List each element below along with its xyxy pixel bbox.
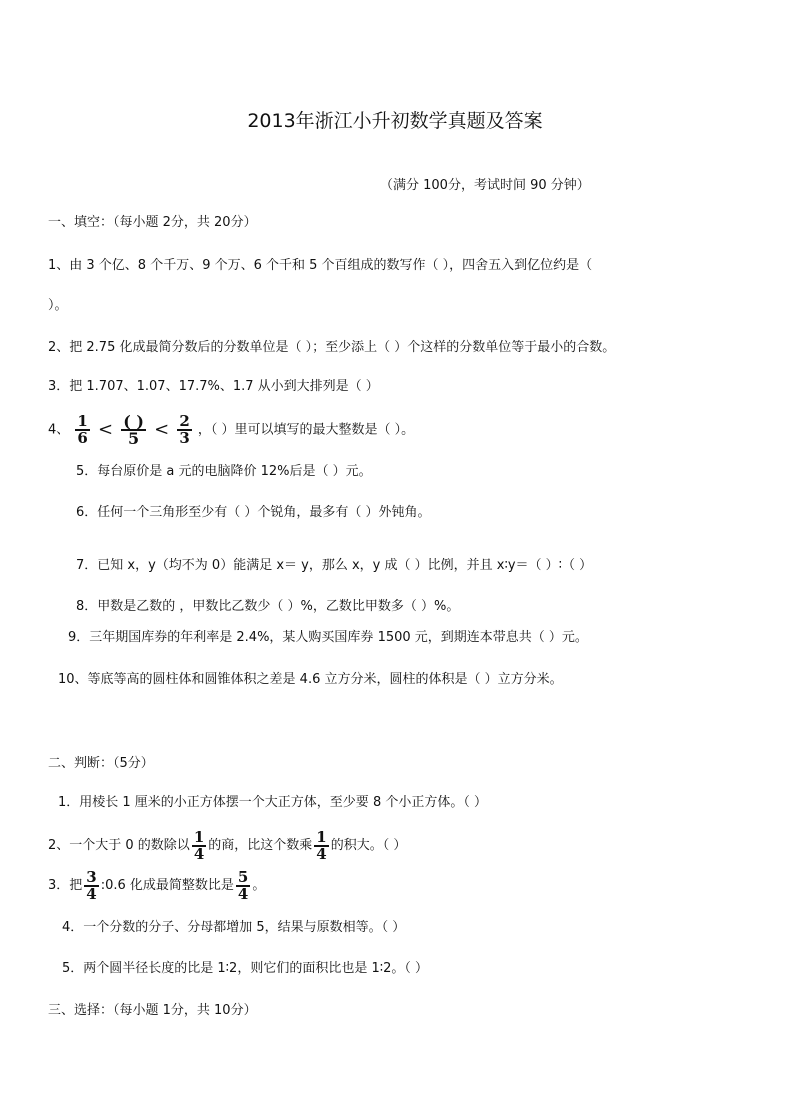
page-title: 2013年浙江小升初数学真题及答案 bbox=[247, 110, 543, 132]
judgement-2-text-c: 的积大。（ ） bbox=[330, 838, 407, 853]
question-6: 6．任何一个三角形至少有（ ）个锐角，最多有（ ）外钝角。 bbox=[76, 505, 431, 520]
question-1-line-1: 1、由 3 个亿、8 个千万、9 个万、6 个千和 5 个百组成的数写作（ ），四舍五入到亿位约是（ bbox=[48, 258, 593, 273]
question-5: 5．每台原价是 a 元的电脑降价 12%后是（ ）元。 bbox=[76, 464, 372, 479]
question-9: 9．三年期国库券的年利率是 2.4%，某人购买国库券 1500 元，到期连本带息共（ ）元。 bbox=[68, 630, 588, 645]
question-10: 10、等底等高的圆柱体和圆锥体积之差是 4.6 立方分米，圆柱的体积是（ ）立方分米。 bbox=[58, 672, 563, 687]
less-than-symbol-1: < bbox=[98, 419, 114, 440]
exam-info: （满分 100分，考试时间 90 分钟） bbox=[380, 178, 590, 193]
section-1-heading: 一、填空：（每小题 2分，共 20分） bbox=[48, 215, 257, 230]
fraction-blank-5: $\frac{( )}{5}$ bbox=[123, 412, 144, 448]
question-3: 3．把 1.707、1.07、17.7%、1.7 从小到大排列是（ ） bbox=[48, 379, 379, 394]
question-4-prefix: 4、 bbox=[48, 422, 70, 438]
less-than-symbol-2: < bbox=[154, 419, 170, 440]
question-4 bbox=[48, 410, 414, 450]
fraction-5-4: $\frac{5}{4}$ bbox=[237, 867, 249, 903]
judgement-3-text-b: :0.6 化成最简整数比是 bbox=[100, 878, 234, 893]
fraction-3-4: $\frac{3}{4}$ bbox=[86, 867, 97, 903]
question-4-text: ，（ ）里可以填写的最大整数是（ ）。 bbox=[197, 422, 415, 438]
section-2-heading: 二、判断：（5分） bbox=[48, 756, 154, 771]
judgement-2-text-a: 2、一个大于 0 的数除以 bbox=[48, 838, 190, 853]
section-3-heading: 三、选择：（每小题 1分，共 10分） bbox=[48, 1003, 257, 1018]
judgement-3-text-c: 。 bbox=[252, 878, 266, 893]
question-2: 2、把 2.75 化成最简分数后的分数单位是（ ）；至少添上（ ）个这样的分数单位等于最小的合数。 bbox=[48, 340, 616, 355]
judgement-1: 1．用棱长 1 厘米的小正方体摆一个大正方体，至少要 8 个小正方体。（ ） bbox=[58, 795, 487, 810]
question-8: 8．甲数是乙数的 ，甲数比乙数少（ ）%，乙数比甲数多（ ）%。 bbox=[76, 599, 460, 614]
fraction-2-3: $\frac{2}{3}$ bbox=[179, 412, 190, 447]
question-1-line-2: ）。 bbox=[48, 298, 68, 313]
question-7: 7．已知 x，y（均不为 0）能满足 x＝ y，那么 x，y 成（ ）比例，并且 x∶y＝（ ）∶（ ） bbox=[76, 558, 593, 573]
judgement-3 bbox=[48, 866, 265, 906]
fraction-1-6: $\frac{1}{6}$ bbox=[77, 412, 88, 447]
judgement-5: 5．两个圆半径长度的比是 1∶2，则它们的面积比也是 1∶2。（ ） bbox=[62, 961, 429, 976]
judgement-2-text-b: 的商，比这个数乘 bbox=[208, 838, 313, 853]
judgement-4: 4．一个分数的分子、分母都增加 5，结果与原数相等。（ ） bbox=[62, 920, 406, 935]
fraction-1-4-a: $\frac{1}{4}$ bbox=[193, 827, 205, 863]
judgement-2 bbox=[48, 826, 406, 866]
fraction-1-4-b: $\frac{1}{4}$ bbox=[316, 827, 327, 863]
judgement-3-text-a: 3．把 bbox=[48, 878, 83, 893]
